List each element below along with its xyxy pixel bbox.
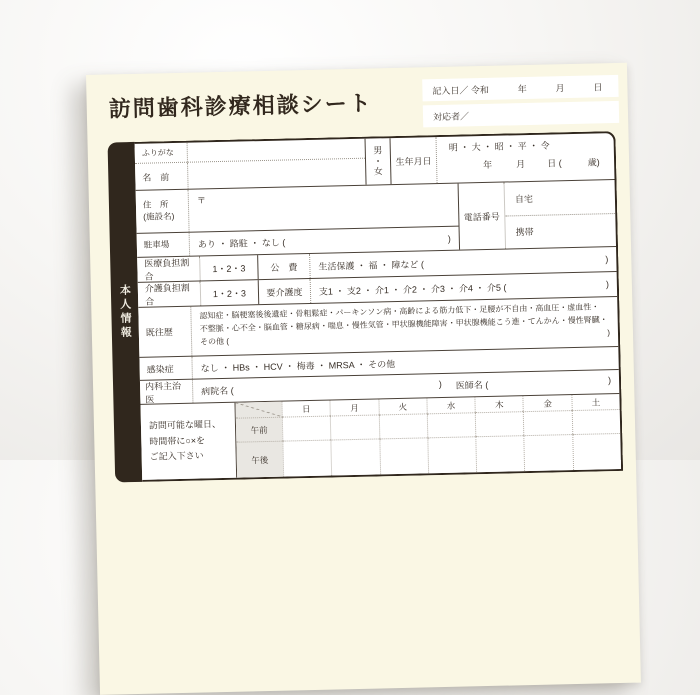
entry-date-day-label: 日 (593, 81, 603, 92)
care-level-options-text: 支1 ・ 支2 ・ 介1 ・ 介2 ・ 介3 ・ 介4 ・ 介5 ( (318, 282, 507, 297)
day-header-thu: 木 (475, 396, 524, 412)
birth-year-label: 年 (483, 159, 493, 171)
pm-label: 午後 (236, 441, 283, 478)
schedule-cell-pm-fri (524, 434, 573, 471)
parking-options-text: あり ・ 路駐 ・ なし ( (197, 237, 286, 250)
medical-history-line1: 認知症・脳梗塞後後遺症・骨粗鬆症・パーキンソン病・高齢による筋力低下・足腰が不自由・高血圧・虚血性・ (199, 302, 600, 321)
day-header-fri: 金 (523, 395, 572, 411)
entry-date-box (422, 75, 618, 101)
physician-label: 内科主治医 (144, 380, 182, 405)
hospital-name-close: ) (438, 379, 442, 390)
schedule-cell-pm-thu (475, 435, 524, 472)
infection-options: なし ・ HBs ・ HCV ・ 梅毒 ・ MRSA ・ その他 (191, 347, 618, 379)
form-table (135, 131, 624, 482)
care-level-close-paren: ) (605, 279, 609, 290)
doctor-name-open: 医師名 ( (455, 379, 489, 391)
schedule-cell-pm-tue (379, 437, 428, 474)
sidebar-label: 本人情報 (118, 284, 132, 341)
schedule-grid (234, 394, 621, 478)
staff-label: 対応者／ (432, 110, 470, 122)
address-label: 住 所 (施設名) (142, 199, 175, 222)
visit-schedule-row (140, 394, 621, 480)
medical-history-label: 既往歴 (145, 327, 173, 338)
public-expense-label: 公 費 (257, 254, 310, 279)
schedule-cell-pm-mon (331, 438, 380, 475)
birth-day-label: 日 ( (547, 158, 562, 169)
care-burden-choices: 1・2・3 (200, 280, 259, 305)
medical-history-other: その他 ( (199, 336, 230, 347)
diagonal-header-cell (235, 402, 281, 418)
phone-fields (504, 180, 616, 249)
page-title: 訪問歯科診療相談シート (108, 90, 374, 122)
medical-history-options (190, 297, 618, 356)
day-header-tue: 火 (378, 398, 427, 414)
era-options: 明 ・ 大 ・ 昭 ・ 平 ・ 令 (448, 140, 550, 153)
schedule-cell-am-wed (427, 412, 476, 437)
care-level-label: 要介護度 (258, 279, 311, 304)
schedule-cell-pm-sat (572, 433, 621, 470)
gender-options: 男 ・ 女 (365, 138, 391, 185)
phone-home-label: 自宅 (505, 180, 616, 216)
schedule-cell-am-tue (378, 413, 427, 438)
furigana-field (187, 139, 365, 162)
parking-close-paren: ) (447, 233, 451, 244)
visit-schedule-label: 訪問可能な曜日、 時間帯に○×を ご記入下さい (148, 418, 222, 463)
schedule-cell-am-thu (475, 411, 524, 436)
medical-burden-label: 医療負担割合 (144, 257, 190, 282)
name-label: 名 前 (142, 171, 170, 183)
birth-age-label: 歳) (587, 157, 600, 168)
schedule-cell-pm-wed (427, 436, 476, 473)
phone-mobile-label: 携帯 (515, 227, 534, 238)
address-phone-rows (136, 180, 616, 258)
infection-label: 感染症 (146, 363, 174, 375)
name-cell-group (135, 139, 366, 190)
birth-month-label: 月 (516, 159, 526, 170)
birthdate-field (435, 133, 614, 183)
care-burden-label: 介護負担割合 (144, 282, 190, 307)
schedule-cell-am-fri (523, 410, 572, 435)
public-expense-options-text: 生活保護 ・ 福 ・ 障など ( (318, 258, 425, 272)
staff-box (423, 101, 619, 127)
entry-date-label: 記入日／ 令和 (432, 84, 490, 96)
consultation-sheet-paper (86, 63, 641, 695)
schedule-cell-am-mon (330, 414, 379, 439)
postal-mark: 〒 (196, 195, 207, 206)
public-expense-close-paren: ) (605, 254, 609, 265)
medical-history-line2: 不整脈・心不全・脳血管・糖尿病・喘息・慢性気管・甲状腺機能障害・甲状腺機能こう進・てんかん・慢性腎臓・ (199, 315, 608, 334)
parking-label: 駐車場 (143, 238, 170, 250)
am-label: 午前 (236, 417, 283, 442)
doctor-name-close: ) (607, 375, 612, 386)
diagonal-line (235, 402, 281, 418)
schedule-cell-am-sat (571, 409, 620, 434)
name-field (187, 159, 366, 189)
day-header-sun: 日 (281, 401, 330, 417)
schedule-cell-am-sun (282, 416, 331, 441)
day-header-wed: 水 (426, 397, 475, 413)
entry-date-month-label: 月 (555, 82, 565, 93)
address-field (188, 184, 459, 232)
schedule-cell-pm-sun (282, 440, 331, 477)
birthdate-label: 生年月日 (390, 137, 437, 184)
medical-burden-choices: 1・2・3 (199, 255, 258, 280)
medical-history-close-paren: ) (607, 328, 611, 338)
furigana-label: ふりがな (141, 148, 174, 158)
phone-label: 電話番号 (458, 183, 505, 250)
day-header-mon: 月 (330, 399, 379, 415)
hospital-name-open: 病院名 ( (201, 385, 234, 397)
day-header-sat: 土 (571, 394, 620, 410)
entry-date-year-label: 年 (517, 83, 527, 94)
personal-info-form (108, 131, 624, 482)
